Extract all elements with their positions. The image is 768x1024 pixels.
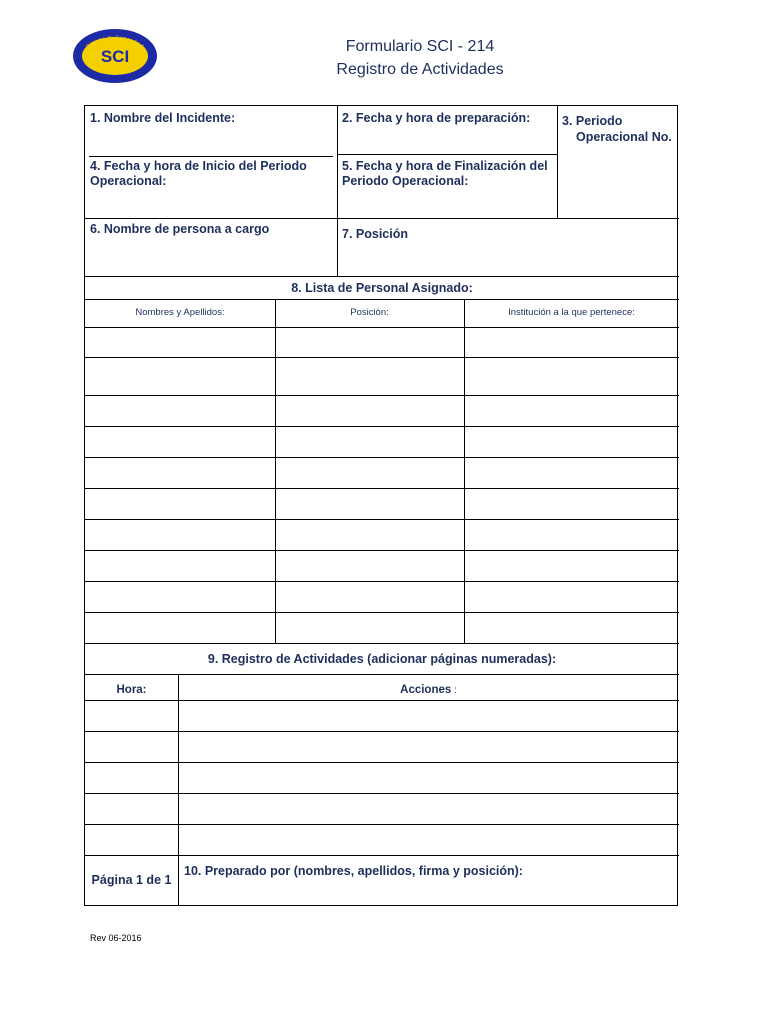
- activities-title: 9. Registro de Actividades (adicionar páginas numeradas):: [207, 652, 557, 666]
- column-header-acciones: Acciones :: [400, 684, 457, 696]
- sci-logo: [72, 28, 158, 84]
- field-underline: [89, 156, 333, 157]
- period-label-line2: Operacional No.: [576, 130, 672, 144]
- end-datetime-label-line2: Periodo Operacional:: [342, 174, 469, 188]
- personnel-table-body[interactable]: [85, 328, 679, 643]
- personnel-list-title: 8. Lista de Personal Asignado:: [291, 281, 473, 295]
- divider: [85, 855, 679, 856]
- form-title: Formulario SCI - 214: [345, 38, 495, 55]
- incident-name-label: 1. Nombre del Incidente:: [90, 111, 236, 125]
- revision-label: Rev 06-2016: [90, 933, 142, 943]
- field-underline: [337, 154, 557, 155]
- divider: [85, 674, 679, 675]
- page-number: Página 1 de 1: [91, 873, 172, 887]
- column-header-names: Nombres y Apellidos:: [135, 307, 225, 318]
- form-grid: [84, 105, 678, 906]
- activities-table-body[interactable]: [85, 701, 679, 855]
- logo-ring-text: Sistema de Comando de: [85, 35, 147, 53]
- divider: [85, 643, 679, 644]
- start-datetime-label-line1: 4. Fecha y hora de Inicio del Periodo: [90, 159, 307, 173]
- divider: [85, 276, 679, 277]
- end-datetime-label-line1: 5. Fecha y hora de Finalización del: [342, 159, 548, 173]
- prep-datetime-label: 2. Fecha y hora de preparación:: [342, 111, 531, 125]
- divider: [85, 299, 679, 300]
- divider: [557, 106, 558, 218]
- divider: [337, 106, 338, 276]
- column-header-position: Posición:: [350, 307, 389, 318]
- form-subtitle: Registro de Actividades: [336, 61, 504, 78]
- divider: [85, 218, 679, 219]
- position-label: 7. Posición: [342, 227, 408, 241]
- column-header-institution: Institución a la que pertenece:: [508, 307, 635, 318]
- prepared-by-label: 10. Preparado por (nombres, apellidos, firma y posición):: [184, 864, 523, 878]
- person-in-charge-label: 6. Nombre de persona a cargo: [90, 222, 270, 236]
- start-datetime-label-line2: Operacional:: [90, 174, 167, 188]
- logo-text: SCI: [100, 47, 130, 66]
- period-label-line1: 3. Periodo: [562, 114, 623, 128]
- column-header-hora: Hora:: [116, 684, 147, 696]
